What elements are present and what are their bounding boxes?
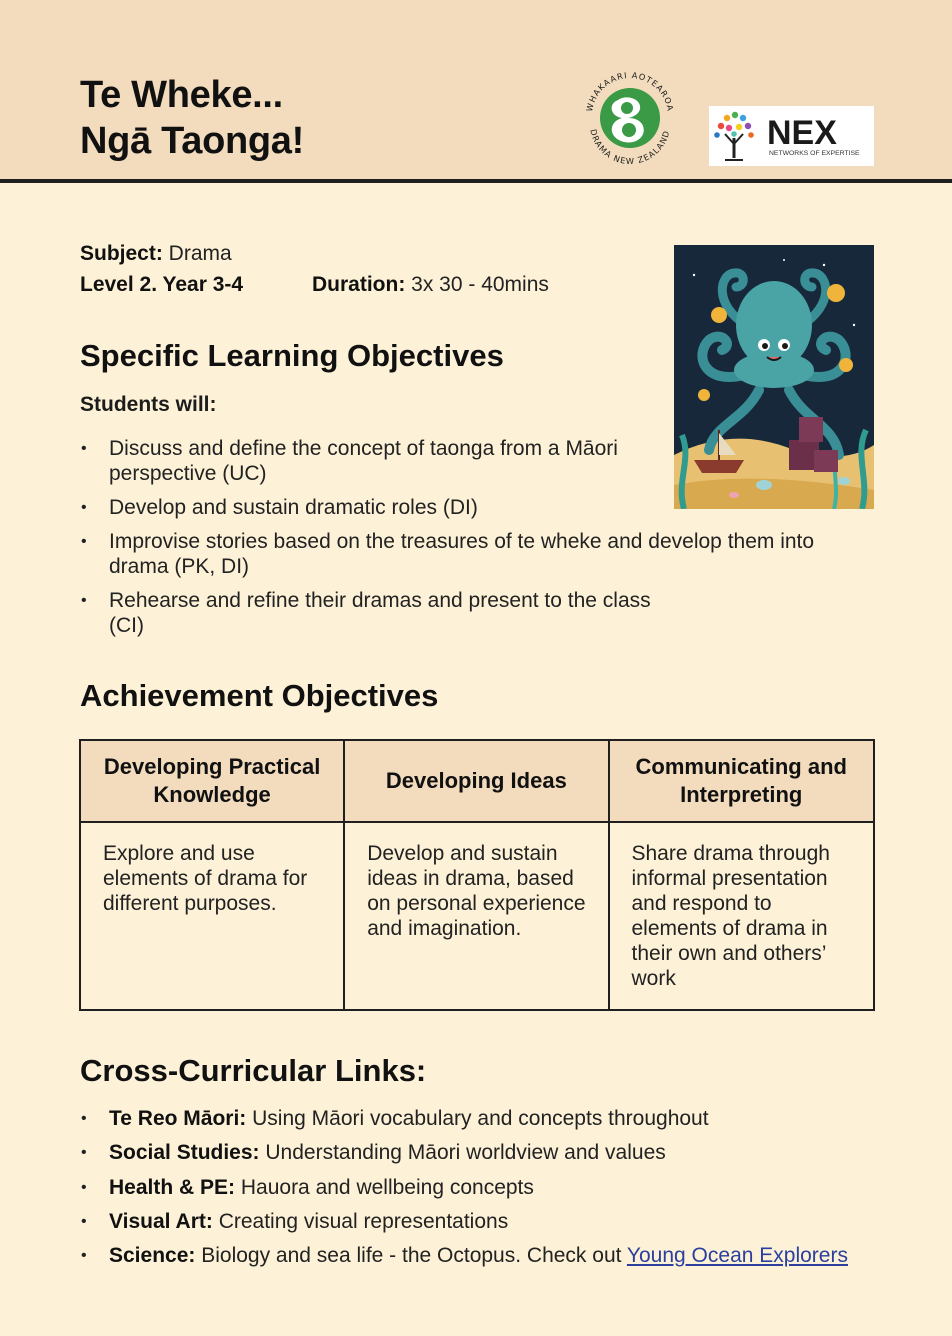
dnz-text-bottom: DRAMA NEW ZEALAND bbox=[588, 128, 672, 167]
table-cell: Develop and sustain ideas in drama, based on personal experience and imagination. bbox=[344, 822, 608, 1010]
list-item bbox=[80, 1175, 848, 1200]
table-row bbox=[80, 822, 874, 1010]
subject-line bbox=[80, 241, 232, 267]
level-label: Level 2. Year 3-4 bbox=[80, 273, 244, 296]
duration-label: Duration: bbox=[312, 273, 406, 296]
link-label: Science: bbox=[109, 1244, 196, 1268]
link-text: Creating visual representations bbox=[212, 1209, 509, 1233]
table-header-cell: Developing Ideas bbox=[344, 740, 608, 822]
list-item: • Discuss and define the concept of taonga from a Māori perspective (UC) bbox=[80, 436, 660, 486]
objectives-heading: Specific Learning Objectives bbox=[80, 338, 504, 373]
nex-tagline: NETWORKS OF EXPERTISE bbox=[769, 150, 860, 157]
drama-nz-logo-icon bbox=[578, 62, 682, 170]
nex-word: NEX bbox=[767, 114, 837, 152]
list-item: • Rehearse and refine their dramas and present to the class (CI) bbox=[80, 588, 660, 638]
young-ocean-explorers-link[interactable]: Young Ocean Explorers bbox=[626, 1244, 848, 1268]
page-title bbox=[80, 72, 304, 164]
title-line-1: Te Wheke... bbox=[80, 74, 283, 116]
list-item bbox=[80, 1209, 848, 1234]
level-line bbox=[80, 272, 243, 298]
nex-logo-icon bbox=[709, 106, 874, 166]
link-text: Understanding Māori worldview and values bbox=[259, 1141, 666, 1165]
link-label: Health & PE: bbox=[109, 1175, 236, 1199]
link-text: Using Māori vocabulary and concepts throughout bbox=[246, 1107, 709, 1130]
link-text: Biology and sea life - the Octopus. Check out bbox=[195, 1244, 627, 1268]
achievement-heading: Achievement Objectives bbox=[80, 678, 439, 713]
table-header-cell: Developing Practical Knowledge bbox=[80, 740, 344, 822]
link-label: Social Studies: bbox=[109, 1141, 260, 1165]
subject-value: Drama bbox=[162, 242, 232, 265]
octopus-illustration-icon bbox=[674, 245, 874, 509]
table-header-row bbox=[80, 740, 874, 822]
table-cell: Share drama through informal presentation and respond to elements of drama in their own and others’ work bbox=[609, 822, 875, 1010]
table-cell: Explore and use elements of drama for different purposes. bbox=[80, 822, 344, 1010]
duration-value: 3x 30 - 40mins bbox=[405, 273, 549, 296]
list-item bbox=[80, 1243, 848, 1268]
duration-line bbox=[312, 272, 549, 298]
list-item: • Develop and sustain dramatic roles (DI) bbox=[80, 495, 880, 520]
link-label: Visual Art: bbox=[109, 1209, 213, 1233]
list-item bbox=[80, 1106, 848, 1131]
cross-heading: Cross-Curricular Links: bbox=[80, 1053, 427, 1088]
list-item bbox=[80, 1140, 848, 1165]
link-text: Hauora and wellbeing concepts bbox=[235, 1175, 534, 1199]
table-header-cell: Communicating and Interpreting bbox=[609, 740, 875, 822]
objectives-intro: Students will: bbox=[80, 393, 217, 416]
page-header bbox=[0, 0, 952, 183]
achievement-table bbox=[79, 739, 875, 1011]
title-line-2: Ngā Taonga! bbox=[80, 120, 304, 162]
cross-list bbox=[80, 1106, 848, 1277]
link-label: Te Reo Māori: bbox=[109, 1107, 247, 1130]
subject-label: Subject: bbox=[80, 242, 163, 265]
list-item: • Improvise stories based on the treasures of te wheke and develop them into drama (PK, DI) bbox=[80, 529, 870, 579]
dnz-text-top: WHAKAARI AOTEAROA bbox=[584, 69, 676, 113]
